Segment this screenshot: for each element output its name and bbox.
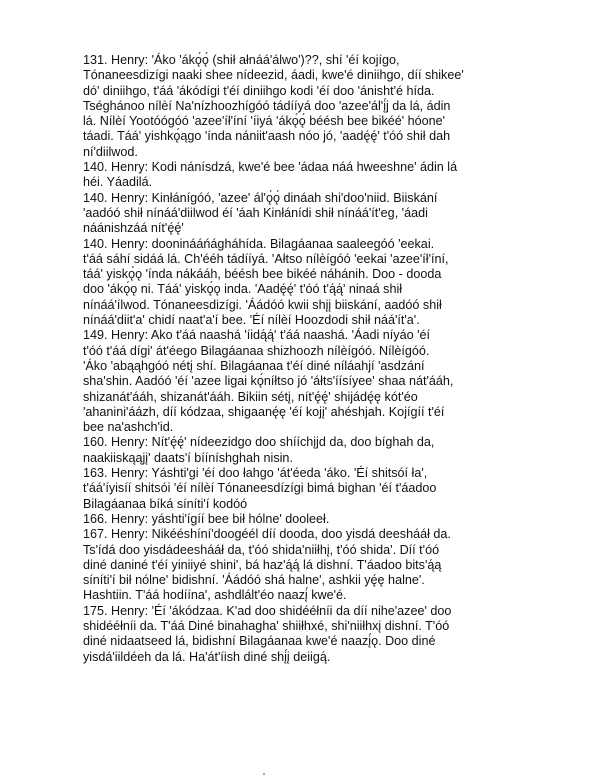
text-line: t'óó t'áá dígi' át'éego Bilagáanaa shizhoozh nílèígóó. Nílèígóó. (83, 343, 430, 358)
text-line: t'áá'íyisíí shitsói 'éí nílèí Tónaneesdízígi bimá bighan 'éí t'áadoo (83, 481, 437, 496)
text-line: 140. Henry: Kinłánígóó, 'azee' ál'ǫ́ǫ́ dináah shi'doo'niid. Biiskání (83, 190, 438, 205)
text-line: Bilagáanaa bíká síníti'í kodóó (83, 496, 248, 511)
text-line: t'áá sáhí sidáá lá. Ch'ééh tádííyá. 'Ałtso nílèígóó 'eekai 'azee'íł'íní, (83, 251, 449, 266)
text-line: Hashtiin. T'áá hodíína', ashdlált'éo naazį́ kwe'é. (83, 588, 347, 603)
text-line: nínáá'diit'a' chidí naat'a'í bee. 'Éí nílèí Hoozdodi shił náá'ít'a'. (83, 313, 420, 328)
document-body (83, 53, 553, 665)
text-line: ní'diilwod. (83, 144, 138, 159)
text-line: 131. Henry: 'Áko 'ákǫ́ǫ́ (shił ałnáá'álwo')??, shí 'éí kojígo, (83, 53, 400, 67)
text-line: sha'shin. Aadóó 'éí 'azee ligai kǫ́níłtso jó 'áłts'íísíyee' shaa nát'ááh, (83, 374, 454, 389)
text-line: 160. Henry: Nít'ę́ę́' nídeezidgo doo shííchįjd da, doo bíghah da, (83, 435, 435, 450)
text-line: shizanát'ááh, shizanát'ááh. Bikiin sétį, nít'ę́ę́' shijádę́ę kót'éo (83, 389, 418, 404)
text-line: Ts'ídá doo yisdádeeshááł da, t'óó shida'niiłhį, t'óó shida'. Díí t'óó (83, 542, 440, 557)
paragraph-140-a (83, 160, 553, 191)
paragraph-140-c (83, 237, 553, 329)
text-line: 166. Henry: yáshti'ígíí bee bił hólne' dooleeł. (83, 511, 330, 526)
paragraph-166 (83, 512, 553, 527)
paragraph-163 (83, 466, 553, 512)
text-line: héi. Yáadilá. (83, 175, 153, 190)
text-line: Tónaneesdizígi naaki shee nídeezid, áadi, kwe'é diniihgo, díí shikee' (83, 68, 464, 83)
text-line: diné daniné t'éí yiniiyé shini', bá haz'ą́ą́ lá dishní. T'áadoo bits'ą́ą (83, 557, 442, 572)
text-line: 'Áko 'abąąhgóó nétį shí. Bilagáanaa t'éí diné níláahjí 'asdzání (83, 358, 425, 373)
text-line: náánishzáá nít'ę́ę́' (83, 221, 184, 236)
text-line: naakiiskąąjį' daats'í bííníshghah nisin. (83, 450, 293, 465)
text-line: síníti'í bił nólne' bidishní. 'Áádóó shá halne', ashkii yę́ę halne'. (83, 573, 425, 588)
paragraph-175 (83, 604, 553, 665)
text-line: nínáá'ílwod. Tónaneesdizígi. 'Áádóó kwii shįį biiskání, aadóó shił (83, 297, 442, 312)
text-line: lá. Nílèí Yootóógóó 'azee'íł'íní 'íiyá 'ákǫ́ǫ́ béésh bee bikéé' hóone' (83, 114, 446, 129)
scan-speck (263, 773, 265, 775)
text-line: diné nidaatseed lá, bidishní Bilagáanaa kwe'é naazį́ǫ. Doo diné (83, 634, 436, 649)
text-line: Tséghánoo nílèí Na'nízhoozhígóó tádííyá doo 'azee'ál'į́j da lá, ádin (83, 98, 451, 113)
text-line: 163. Henry: Yáshti'gi 'éí doo łahgo 'át'éeda 'áko. 'Éí shitsóí ła', (83, 466, 428, 481)
paragraph-140-b (83, 191, 553, 237)
text-line: 149. Henry: Ako t'áá naashá 'íidą́ą́' t'áá naashá. 'Áadi níyáo 'éí (83, 328, 430, 343)
paragraph-149 (83, 328, 553, 435)
paragraph-131 (83, 53, 553, 160)
text-line: 140. Henry: dooninááńágháhída. Bilagáanaa saaleegóó 'eekai. (83, 236, 435, 251)
text-line: 'aadóó shił nínáá'diilwod éí 'áah Kinłánídi shił nínáá'ít'eg, 'áadi (83, 205, 428, 220)
paragraph-167 (83, 527, 553, 603)
text-line: dó' diniihgo, t'áá 'ákódígi t'éí diniihgo kodi 'éí doo 'ánisht'é hída. (83, 83, 435, 98)
text-line: bee na'ashch'id. (83, 420, 174, 435)
text-line: shidééłníi da. T'áá Diné binahagha' shiiłhxé, shi'niiłhxį dishní. T'óó (83, 618, 450, 633)
text-line: 167. Henry: Nikééshíní'doogéél díí dooda, doo yisdá deeshááł da. (83, 527, 451, 542)
text-line: táá' yiskǫ́ǫ 'índa nákááh, béésh bee bikéé náhánih. Doo - dooda (83, 267, 442, 282)
text-line: 175. Henry: 'Éí 'ákódzaa. K'ad doo shidééłníi da díí nihe'azee' doo (83, 603, 452, 618)
text-line: yisdá'iildéeh da lá. Ha'át'íish diné shį́į deiigą́. (83, 649, 331, 664)
text-line: 140. Henry: Kodi nánísdzá, kwe'é bee 'ádaa náá hweeshne' ádin lá (83, 160, 458, 175)
text-line: doo 'ákǫ́ǫ ni. Táá' yiskǫ́ǫ inda. 'Aadę́ę́' t'óó t'ą́ą́' ninaá shił (83, 282, 403, 297)
text-line: 'ahanini'áázh, díí kódzaa, shigaanę́ę 'éí kojį' ahéshjah. Kojígíí t'éí (83, 404, 445, 419)
text-line: táadi. Táá' yishkǫ́ągo 'índa nániit'aash nóo jó, 'aadę́ę́' t'óó shił dah (83, 129, 451, 144)
paragraph-160 (83, 435, 553, 466)
